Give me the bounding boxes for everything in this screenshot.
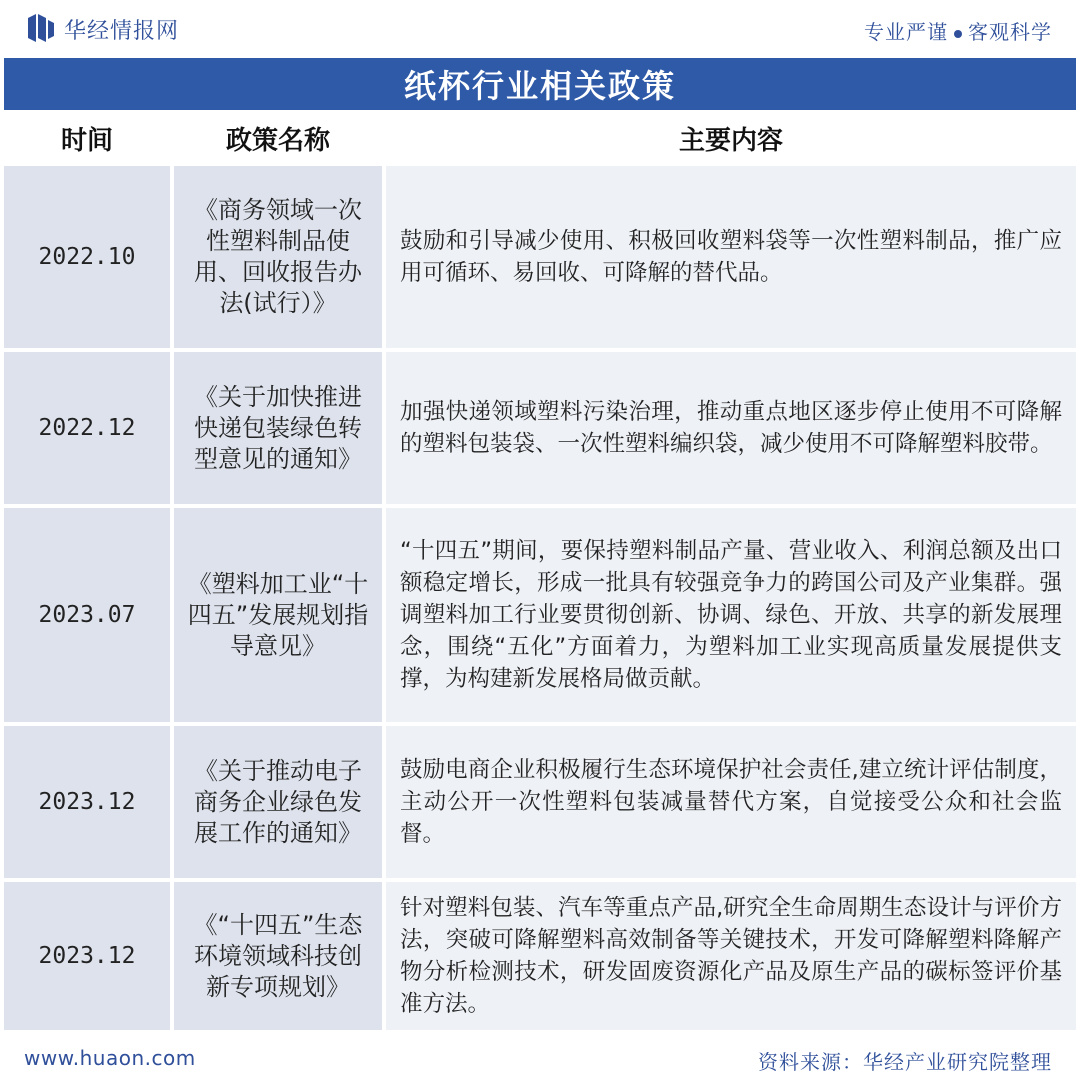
policy-date: 2023.12 xyxy=(4,882,170,1030)
policy-content: 加强快递领域塑料污染治理，推动重点地区逐步停止使用不可降解的塑料包装袋、一次性塑料编织袋，减少使用不可降解塑料胶带。 xyxy=(386,352,1076,504)
brand-name: 华经情报网 xyxy=(64,19,180,44)
slogan-left: 专业严谨 xyxy=(864,20,948,44)
top-header xyxy=(0,0,1080,56)
policy-date: 2022.12 xyxy=(4,352,170,504)
policy-name: 《商务领域一次性塑料制品使用、回收报告办法(试行）》 xyxy=(174,166,382,348)
policy-content: 鼓励电商企业积极履行生态环境保护社会责任,建立统计评估制度，主动公开一次性塑料包装减量替代方案，自觉接受公众和社会监督。 xyxy=(386,726,1076,878)
slogan xyxy=(864,16,1052,45)
table-header-row xyxy=(4,110,1076,166)
table-row xyxy=(4,166,1076,348)
data-source: 资料来源：华经产业研究院整理 xyxy=(758,1050,1052,1074)
table-row xyxy=(4,352,1076,504)
huajing-logo-icon xyxy=(28,14,54,42)
table-row xyxy=(4,726,1076,878)
policy-name: 《“十四五”生态环境领域科技创新专项规划》 xyxy=(174,882,382,1030)
policy-table xyxy=(4,110,1076,1017)
policy-content: “十四五”期间，要保持塑料制品产量、营业收入、利润总额及出口额稳定增长，形成一批具有较强竞争力的跨国公司及产业集群。强调塑料加工行业要贯彻创新、协调、绿色、开放、共享的新发展理念，围绕“五化”方面着力，为塑料加工业实现高质量发展提供支撑，为构建新发展格局做贡献。 xyxy=(386,508,1076,722)
table-title: 纸杯行业相关政策 xyxy=(403,67,676,105)
footer xyxy=(0,1034,1080,1089)
policy-content: 鼓励和引导减少使用、积极回收塑料袋等一次性塑料制品，推广应用可循环、易回收、可降解的替代品。 xyxy=(386,166,1076,348)
column-header-date: 时间 xyxy=(60,125,113,156)
policy-name: 《关于加快推进快递包装绿色转型意见的通知》 xyxy=(174,352,382,504)
dot-separator-icon xyxy=(954,30,962,38)
policy-content: 针对塑料包装、汽车等重点产品,研究全生命周期生态设计与评价方法，突破可降解塑料高效制备等关键技术，开发可降解塑料降解产物分析检测技术，研发固废资源化产品及原生产品的碳标签评价基准方法。 xyxy=(386,882,1076,1030)
slogan-right: 客观科学 xyxy=(968,20,1052,44)
website-url: www.huaon.com xyxy=(24,1046,196,1070)
column-header-content: 主要内容 xyxy=(678,125,783,156)
column-header-policy-name: 政策名称 xyxy=(225,125,330,156)
policy-date: 2023.07 xyxy=(4,508,170,722)
table-row xyxy=(4,882,1076,1030)
table-row xyxy=(4,508,1076,722)
policy-date: 2022.10 xyxy=(4,166,170,348)
policy-date: 2023.12 xyxy=(4,726,170,878)
policy-name: 《关于推动电子商务企业绿色发展工作的通知》 xyxy=(174,726,382,878)
table-title-bar xyxy=(4,58,1076,110)
policy-name: 《塑料加工业“十四五”发展规划指导意见》 xyxy=(174,508,382,722)
